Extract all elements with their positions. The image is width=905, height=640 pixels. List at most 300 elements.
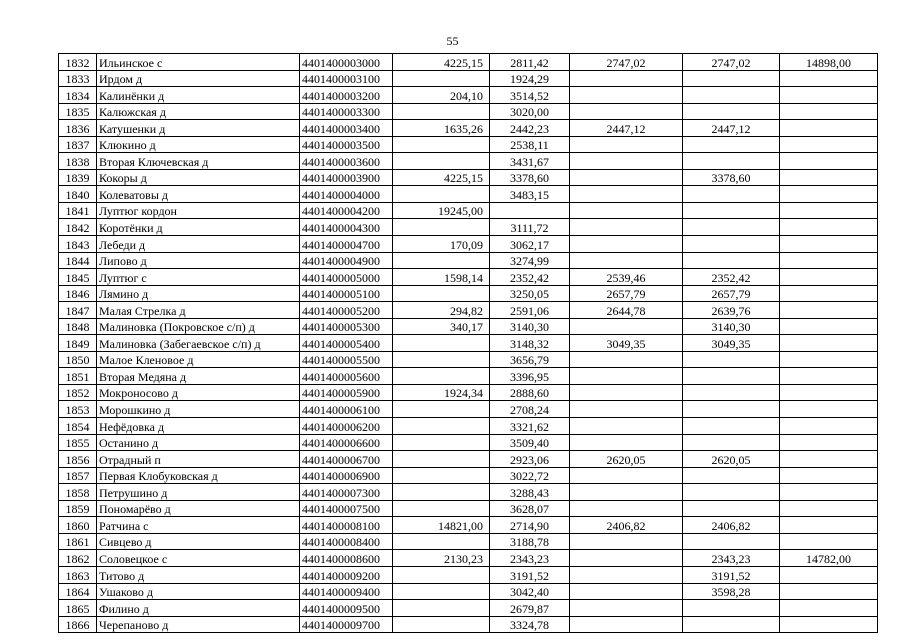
- table-row: [59, 384, 878, 401]
- settlement-table: [58, 53, 878, 633]
- value-cell-1: [393, 335, 490, 352]
- value-cell-2: 2714,90: [490, 517, 570, 534]
- value-cell-5: [780, 318, 878, 335]
- value-cell-1: [393, 616, 490, 633]
- settlement-name-cell: Липово д: [97, 252, 300, 269]
- table-row: [59, 335, 878, 352]
- value-cell-3: [570, 418, 683, 435]
- oktmo-code-cell: 4401400005500: [300, 351, 393, 368]
- value-cell-5: [780, 285, 878, 302]
- row-number-cell: 1839: [59, 169, 97, 186]
- value-cell-5: 14782,00: [780, 550, 878, 567]
- value-cell-2: 3628,07: [490, 500, 570, 517]
- table-row: [59, 285, 878, 302]
- settlement-name-cell: Луптюг с: [97, 269, 300, 286]
- table-row: [59, 434, 878, 451]
- oktmo-code-cell: 4401400004200: [300, 202, 393, 219]
- settlement-name-cell: Сивцево д: [97, 533, 300, 550]
- value-cell-2: 2343,23: [490, 550, 570, 567]
- oktmo-code-cell: 4401400005400: [300, 335, 393, 352]
- value-cell-5: [780, 169, 878, 186]
- row-number-cell: 1851: [59, 368, 97, 385]
- value-cell-3: [570, 484, 683, 501]
- value-cell-3: [570, 103, 683, 120]
- value-cell-4: 3140,30: [683, 318, 780, 335]
- value-cell-4: 2747,02: [683, 54, 780, 71]
- settlement-name-cell: Луптюг кордон: [97, 202, 300, 219]
- settlement-name-cell: Колеватовы д: [97, 186, 300, 203]
- value-cell-2: 3431,67: [490, 153, 570, 170]
- settlement-name-cell: Ильинское с: [97, 54, 300, 71]
- value-cell-4: [683, 153, 780, 170]
- table-row: [59, 500, 878, 517]
- value-cell-3: [570, 550, 683, 567]
- value-cell-3: 2406,82: [570, 517, 683, 534]
- value-cell-2: 3020,00: [490, 103, 570, 120]
- settlement-name-cell: Клюкино д: [97, 136, 300, 153]
- settlement-name-cell: Калинёнки д: [97, 87, 300, 104]
- oktmo-code-cell: 4401400006700: [300, 451, 393, 468]
- value-cell-3: [570, 351, 683, 368]
- value-cell-3: 2644,78: [570, 302, 683, 319]
- value-cell-4: [683, 467, 780, 484]
- value-cell-3: [570, 384, 683, 401]
- value-cell-3: [570, 186, 683, 203]
- table-row: [59, 484, 878, 501]
- value-cell-4: [683, 219, 780, 236]
- value-cell-5: [780, 153, 878, 170]
- table-row: [59, 467, 878, 484]
- value-cell-5: [780, 583, 878, 600]
- value-cell-5: [780, 434, 878, 451]
- table-row: [59, 186, 878, 203]
- value-cell-1: [393, 600, 490, 617]
- value-cell-4: [683, 236, 780, 253]
- value-cell-4: [683, 401, 780, 418]
- oktmo-code-cell: 4401400005300: [300, 318, 393, 335]
- row-number-cell: 1862: [59, 550, 97, 567]
- value-cell-2: [490, 202, 570, 219]
- value-cell-4: [683, 600, 780, 617]
- settlement-name-cell: Останино д: [97, 434, 300, 451]
- settlement-name-cell: Ирдом д: [97, 70, 300, 87]
- value-cell-4: 2447,12: [683, 120, 780, 137]
- table-row: [59, 120, 878, 137]
- oktmo-code-cell: 4401400003600: [300, 153, 393, 170]
- value-cell-5: [780, 202, 878, 219]
- table-row: [59, 418, 878, 435]
- settlement-name-cell: Пономарёво д: [97, 500, 300, 517]
- row-number-cell: 1855: [59, 434, 97, 451]
- value-cell-2: 3250,05: [490, 285, 570, 302]
- value-cell-1: [393, 351, 490, 368]
- row-number-cell: 1852: [59, 384, 97, 401]
- oktmo-code-cell: 4401400005600: [300, 368, 393, 385]
- oktmo-code-cell: 4401400003900: [300, 169, 393, 186]
- value-cell-5: [780, 302, 878, 319]
- value-cell-4: [683, 368, 780, 385]
- value-cell-1: [393, 368, 490, 385]
- row-number-cell: 1835: [59, 103, 97, 120]
- oktmo-code-cell: 4401400003000: [300, 54, 393, 71]
- value-cell-1: 204,10: [393, 87, 490, 104]
- row-number-cell: 1854: [59, 418, 97, 435]
- value-cell-2: 3656,79: [490, 351, 570, 368]
- value-cell-2: 2888,60: [490, 384, 570, 401]
- row-number-cell: 1866: [59, 616, 97, 633]
- table-row: [59, 236, 878, 253]
- value-cell-1: 2130,23: [393, 550, 490, 567]
- oktmo-code-cell: 4401400004900: [300, 252, 393, 269]
- oktmo-code-cell: 4401400006600: [300, 434, 393, 451]
- settlement-name-cell: Малая Стрелка д: [97, 302, 300, 319]
- value-cell-2: 3140,30: [490, 318, 570, 335]
- value-cell-5: [780, 219, 878, 236]
- settlement-name-cell: Вторая Ключевская д: [97, 153, 300, 170]
- settlement-name-cell: Отрадный п: [97, 451, 300, 468]
- table-body: [59, 54, 878, 633]
- value-cell-1: [393, 467, 490, 484]
- value-cell-2: 2442,23: [490, 120, 570, 137]
- row-number-cell: 1838: [59, 153, 97, 170]
- table-row: [59, 153, 878, 170]
- value-cell-3: [570, 616, 683, 633]
- value-cell-3: [570, 500, 683, 517]
- value-cell-4: [683, 351, 780, 368]
- value-cell-1: [393, 451, 490, 468]
- table-row: [59, 318, 878, 335]
- table-row: [59, 616, 878, 633]
- value-cell-2: 2923,06: [490, 451, 570, 468]
- value-cell-5: [780, 600, 878, 617]
- table-row: [59, 202, 878, 219]
- value-cell-1: [393, 285, 490, 302]
- page-number: 55: [446, 34, 459, 48]
- value-cell-5: [780, 451, 878, 468]
- table-row: [59, 252, 878, 269]
- value-cell-4: [683, 533, 780, 550]
- row-number-cell: 1859: [59, 500, 97, 517]
- oktmo-code-cell: 4401400003200: [300, 87, 393, 104]
- value-cell-5: [780, 533, 878, 550]
- value-cell-2: 3042,40: [490, 583, 570, 600]
- value-cell-5: [780, 566, 878, 583]
- value-cell-1: [393, 103, 490, 120]
- table-row: [59, 533, 878, 550]
- value-cell-1: 1598,14: [393, 269, 490, 286]
- value-cell-3: [570, 153, 683, 170]
- value-cell-1: [393, 566, 490, 583]
- value-cell-5: [780, 517, 878, 534]
- value-cell-1: 19245,00: [393, 202, 490, 219]
- settlement-name-cell: Соловецкое с: [97, 550, 300, 567]
- value-cell-1: 340,17: [393, 318, 490, 335]
- value-cell-2: 2811,42: [490, 54, 570, 71]
- value-cell-3: 3049,35: [570, 335, 683, 352]
- oktmo-code-cell: 4401400005200: [300, 302, 393, 319]
- row-number-cell: 1864: [59, 583, 97, 600]
- value-cell-1: 4225,15: [393, 54, 490, 71]
- value-cell-4: 2343,23: [683, 550, 780, 567]
- settlement-name-cell: Титово д: [97, 566, 300, 583]
- value-cell-4: [683, 484, 780, 501]
- value-cell-3: 2539,46: [570, 269, 683, 286]
- settlement-name-cell: Лямино д: [97, 285, 300, 302]
- oktmo-code-cell: 4401400003300: [300, 103, 393, 120]
- value-cell-1: [393, 153, 490, 170]
- table-row: [59, 136, 878, 153]
- table-row: [59, 368, 878, 385]
- row-number-cell: 1842: [59, 219, 97, 236]
- value-cell-2: 3509,40: [490, 434, 570, 451]
- settlement-name-cell: Петрушино д: [97, 484, 300, 501]
- value-cell-2: 3483,15: [490, 186, 570, 203]
- oktmo-code-cell: 4401400003500: [300, 136, 393, 153]
- value-cell-5: [780, 467, 878, 484]
- row-number-cell: 1863: [59, 566, 97, 583]
- oktmo-code-cell: 4401400008400: [300, 533, 393, 550]
- value-cell-5: [780, 236, 878, 253]
- value-cell-5: [780, 500, 878, 517]
- value-cell-5: [780, 87, 878, 104]
- value-cell-2: 1924,29: [490, 70, 570, 87]
- row-number-cell: 1853: [59, 401, 97, 418]
- value-cell-5: [780, 351, 878, 368]
- oktmo-code-cell: 4401400004300: [300, 219, 393, 236]
- value-cell-1: 14821,00: [393, 517, 490, 534]
- value-cell-3: [570, 533, 683, 550]
- value-cell-4: 3049,35: [683, 335, 780, 352]
- value-cell-2: 3111,72: [490, 219, 570, 236]
- table-row: [59, 401, 878, 418]
- settlement-name-cell: Черепаново д: [97, 616, 300, 633]
- table-row: [59, 219, 878, 236]
- value-cell-3: 2447,12: [570, 120, 683, 137]
- value-cell-4: 3378,60: [683, 169, 780, 186]
- value-cell-3: 2747,02: [570, 54, 683, 71]
- row-number-cell: 1836: [59, 120, 97, 137]
- row-number-cell: 1861: [59, 533, 97, 550]
- value-cell-5: [780, 368, 878, 385]
- oktmo-code-cell: 4401400003400: [300, 120, 393, 137]
- value-cell-2: 3321,62: [490, 418, 570, 435]
- value-cell-2: 2352,42: [490, 269, 570, 286]
- value-cell-1: [393, 219, 490, 236]
- settlement-name-cell: Филино д: [97, 600, 300, 617]
- value-cell-5: [780, 120, 878, 137]
- value-cell-3: [570, 202, 683, 219]
- value-cell-1: [393, 418, 490, 435]
- value-cell-2: 3274,99: [490, 252, 570, 269]
- row-number-cell: 1833: [59, 70, 97, 87]
- value-cell-3: [570, 401, 683, 418]
- value-cell-3: [570, 467, 683, 484]
- row-number-cell: 1857: [59, 467, 97, 484]
- value-cell-1: [393, 136, 490, 153]
- table-row: [59, 169, 878, 186]
- value-cell-5: 14898,00: [780, 54, 878, 71]
- table-row: [59, 70, 878, 87]
- value-cell-1: 170,09: [393, 236, 490, 253]
- oktmo-code-cell: 4401400005000: [300, 269, 393, 286]
- value-cell-3: [570, 318, 683, 335]
- oktmo-code-cell: 4401400005900: [300, 384, 393, 401]
- value-cell-2: 3062,17: [490, 236, 570, 253]
- row-number-cell: 1849: [59, 335, 97, 352]
- row-number-cell: 1847: [59, 302, 97, 319]
- value-cell-2: 3288,43: [490, 484, 570, 501]
- oktmo-code-cell: 4401400006900: [300, 467, 393, 484]
- value-cell-4: [683, 384, 780, 401]
- settlement-name-cell: Вторая Медяна д: [97, 368, 300, 385]
- value-cell-1: 1924,34: [393, 384, 490, 401]
- row-number-cell: 1834: [59, 87, 97, 104]
- value-cell-5: [780, 103, 878, 120]
- value-cell-2: 2679,87: [490, 600, 570, 617]
- value-cell-2: 2591,06: [490, 302, 570, 319]
- value-cell-3: 2620,05: [570, 451, 683, 468]
- value-cell-1: [393, 252, 490, 269]
- table-row: [59, 54, 878, 71]
- value-cell-2: 2538,11: [490, 136, 570, 153]
- oktmo-code-cell: 4401400009500: [300, 600, 393, 617]
- row-number-cell: 1837: [59, 136, 97, 153]
- settlement-name-cell: Катушенки д: [97, 120, 300, 137]
- value-cell-4: [683, 136, 780, 153]
- row-number-cell: 1850: [59, 351, 97, 368]
- oktmo-code-cell: 4401400004700: [300, 236, 393, 253]
- value-cell-4: [683, 616, 780, 633]
- table-row: [59, 269, 878, 286]
- value-cell-4: 3598,28: [683, 583, 780, 600]
- table-row: [59, 87, 878, 104]
- table-row: [59, 451, 878, 468]
- table-row: [59, 566, 878, 583]
- value-cell-3: [570, 252, 683, 269]
- value-cell-2: 3378,60: [490, 169, 570, 186]
- value-cell-2: 3148,32: [490, 335, 570, 352]
- oktmo-code-cell: 4401400009200: [300, 566, 393, 583]
- value-cell-4: 2406,82: [683, 517, 780, 534]
- oktmo-code-cell: 4401400007300: [300, 484, 393, 501]
- value-cell-4: [683, 186, 780, 203]
- value-cell-3: [570, 600, 683, 617]
- value-cell-5: [780, 384, 878, 401]
- value-cell-1: [393, 401, 490, 418]
- value-cell-3: [570, 236, 683, 253]
- settlement-name-cell: Малиновка (Забегаевское с/п) д: [97, 335, 300, 352]
- value-cell-2: 3396,95: [490, 368, 570, 385]
- value-cell-5: [780, 136, 878, 153]
- value-cell-4: 3191,52: [683, 566, 780, 583]
- row-number-cell: 1846: [59, 285, 97, 302]
- value-cell-5: [780, 186, 878, 203]
- settlement-name-cell: Малое Кленовое д: [97, 351, 300, 368]
- value-cell-2: 3022,72: [490, 467, 570, 484]
- value-cell-4: 2639,76: [683, 302, 780, 319]
- oktmo-code-cell: 4401400009700: [300, 616, 393, 633]
- value-cell-1: 1635,26: [393, 120, 490, 137]
- row-number-cell: 1843: [59, 236, 97, 253]
- settlement-name-cell: Ушаково д: [97, 583, 300, 600]
- settlement-name-cell: Нефёдовка д: [97, 418, 300, 435]
- value-cell-4: [683, 252, 780, 269]
- value-cell-4: [683, 103, 780, 120]
- value-cell-4: 2657,79: [683, 285, 780, 302]
- settlement-name-cell: Мокроносово д: [97, 384, 300, 401]
- value-cell-1: [393, 186, 490, 203]
- value-cell-5: [780, 484, 878, 501]
- value-cell-3: [570, 87, 683, 104]
- row-number-cell: 1860: [59, 517, 97, 534]
- value-cell-5: [780, 269, 878, 286]
- table-row: [59, 583, 878, 600]
- value-cell-3: [570, 566, 683, 583]
- value-cell-1: 4225,15: [393, 169, 490, 186]
- value-cell-3: [570, 434, 683, 451]
- value-cell-2: 3188,78: [490, 533, 570, 550]
- value-cell-2: 3324,78: [490, 616, 570, 633]
- value-cell-5: [780, 70, 878, 87]
- value-cell-4: [683, 500, 780, 517]
- row-number-cell: 1841: [59, 202, 97, 219]
- value-cell-4: [683, 434, 780, 451]
- value-cell-5: [780, 418, 878, 435]
- value-cell-1: [393, 70, 490, 87]
- value-cell-4: 2352,42: [683, 269, 780, 286]
- table-row: [59, 550, 878, 567]
- value-cell-3: [570, 136, 683, 153]
- value-cell-3: [570, 169, 683, 186]
- value-cell-3: [570, 70, 683, 87]
- value-cell-1: [393, 484, 490, 501]
- value-cell-5: [780, 335, 878, 352]
- row-number-cell: 1844: [59, 252, 97, 269]
- row-number-cell: 1840: [59, 186, 97, 203]
- value-cell-2: 2708,24: [490, 401, 570, 418]
- oktmo-code-cell: 4401400005100: [300, 285, 393, 302]
- oktmo-code-cell: 4401400008600: [300, 550, 393, 567]
- row-number-cell: 1856: [59, 451, 97, 468]
- table-row: [59, 103, 878, 120]
- value-cell-1: [393, 533, 490, 550]
- table-row: [59, 302, 878, 319]
- value-cell-5: [780, 252, 878, 269]
- oktmo-code-cell: 4401400007500: [300, 500, 393, 517]
- settlement-name-cell: Малиновка (Покровское с/п) д: [97, 318, 300, 335]
- value-cell-2: 3514,52: [490, 87, 570, 104]
- settlement-name-cell: Коротёнки д: [97, 219, 300, 236]
- value-cell-4: 2620,05: [683, 451, 780, 468]
- value-cell-3: [570, 219, 683, 236]
- value-cell-3: 2657,79: [570, 285, 683, 302]
- settlement-name-cell: Морошкино д: [97, 401, 300, 418]
- settlement-name-cell: Первая Клобуковская д: [97, 467, 300, 484]
- oktmo-code-cell: 4401400006200: [300, 418, 393, 435]
- value-cell-5: [780, 401, 878, 418]
- value-cell-2: 3191,52: [490, 566, 570, 583]
- value-cell-1: 294,82: [393, 302, 490, 319]
- settlement-name-cell: Кокоры д: [97, 169, 300, 186]
- row-number-cell: 1848: [59, 318, 97, 335]
- oktmo-code-cell: 4401400006100: [300, 401, 393, 418]
- value-cell-4: [683, 418, 780, 435]
- oktmo-code-cell: 4401400009400: [300, 583, 393, 600]
- value-cell-1: [393, 434, 490, 451]
- oktmo-code-cell: 4401400003100: [300, 70, 393, 87]
- row-number-cell: 1858: [59, 484, 97, 501]
- value-cell-4: [683, 202, 780, 219]
